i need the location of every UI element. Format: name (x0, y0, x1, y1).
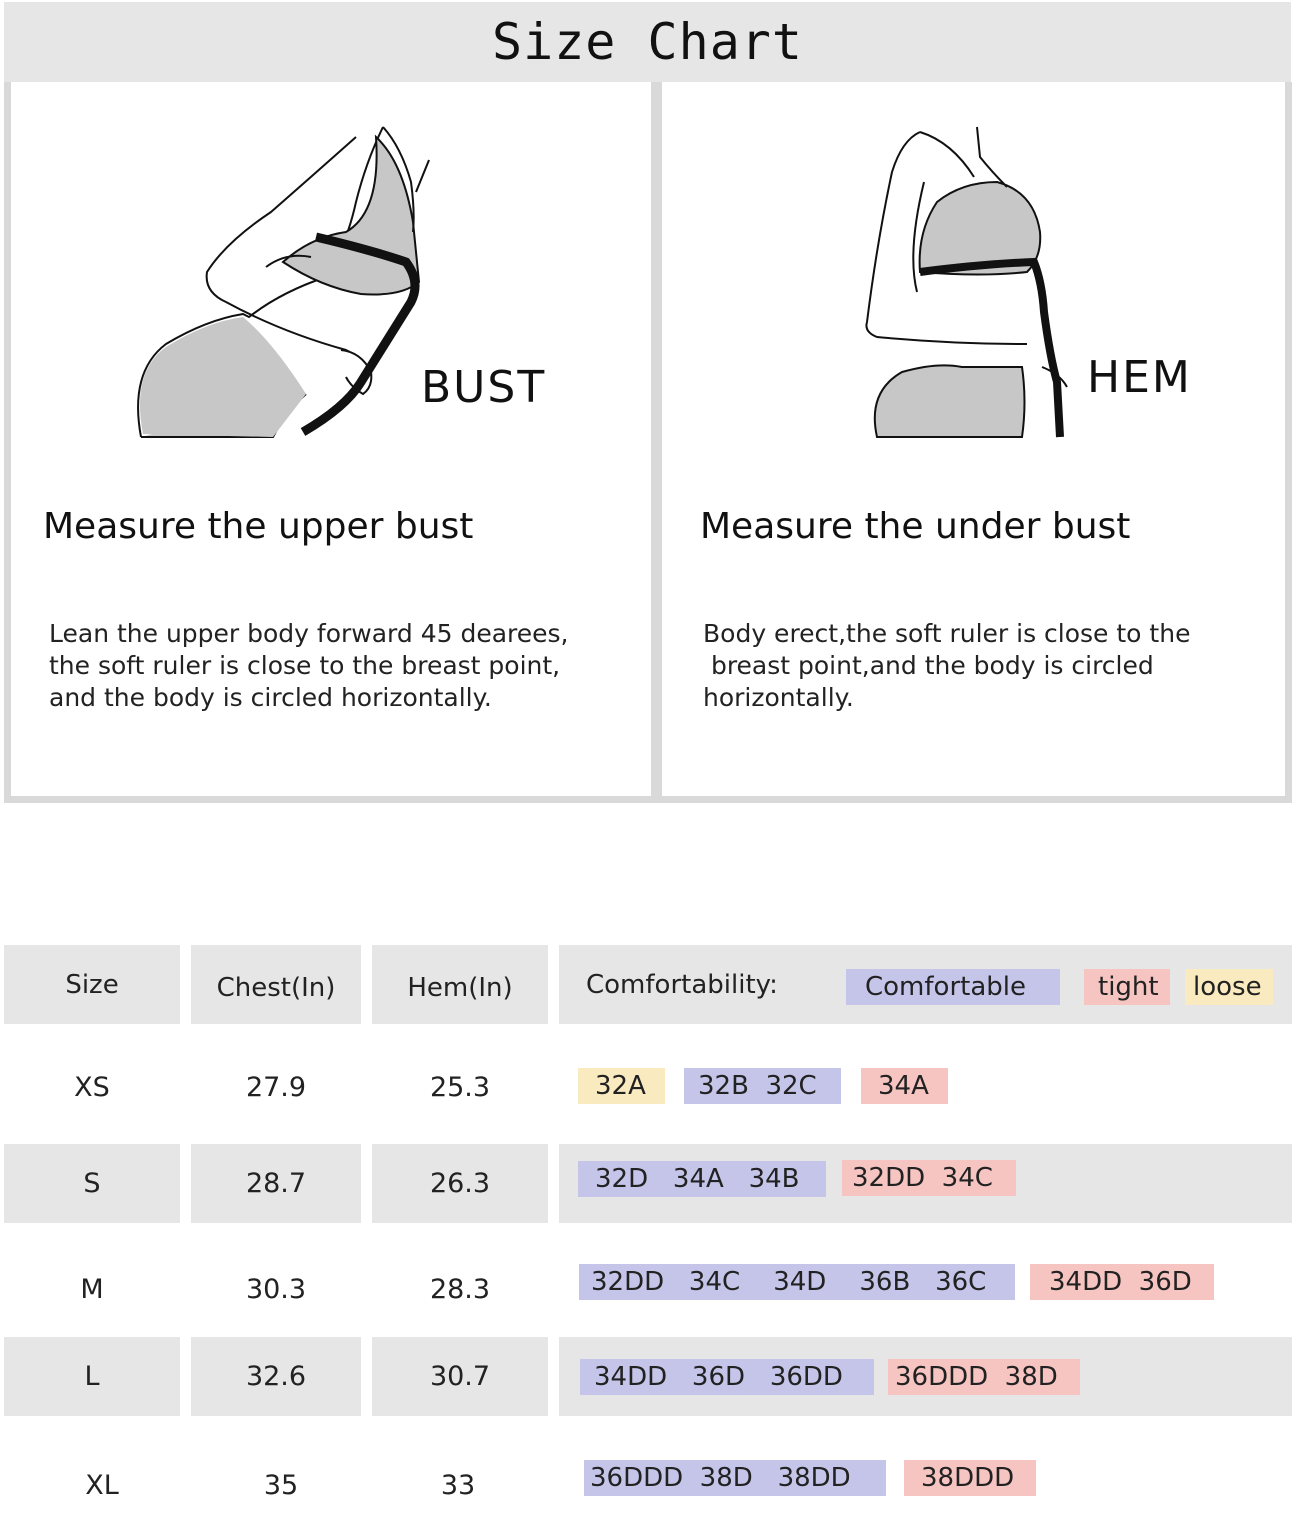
row-xs-loose-sizes: 32A (578, 1068, 665, 1104)
page-title: Size Chart (491, 13, 804, 71)
upper-bust-panel (4, 82, 658, 803)
legend-tight: tight (1084, 969, 1170, 1005)
row-l-chest: 32.6 (191, 1337, 361, 1416)
row-l-size: L (4, 1337, 180, 1416)
legend-loose: loose (1185, 969, 1273, 1005)
row-l-hem: 30.7 (372, 1337, 548, 1416)
upper-bust-heading: Measure the upper bust (43, 506, 474, 547)
row-xl-chest: 35 (263, 1469, 299, 1501)
legend-comfortable: Comfortable (846, 969, 1060, 1005)
leaning-figure-with-tape-icon (11, 82, 651, 462)
row-xl-hem: 33 (440, 1469, 476, 1501)
row-m-comfortable-sizes: 32DD 34C 34D 36B 36C (579, 1264, 1015, 1300)
row-m-chest: 30.3 (245, 1274, 307, 1305)
header-comfortability: Comfortability: (586, 970, 778, 1000)
header-hem: Hem(In) (372, 945, 548, 1024)
under-bust-panel (655, 82, 1292, 803)
header-size: Size (4, 945, 180, 1024)
hem-label: HEM (1087, 352, 1192, 403)
upper-bust-description: Lean the upper body forward 45 dearees, the soft ruler is close to the breast point, and the body is circled horizontally. (49, 619, 569, 712)
row-s-chest: 28.7 (191, 1144, 361, 1223)
row-xs-hem: 25.3 (429, 1072, 491, 1103)
row-m-tight-sizes: 34DD 36D (1030, 1264, 1214, 1300)
row-xs-size: XS (74, 1072, 110, 1103)
row-m-hem: 28.3 (429, 1274, 491, 1305)
row-l-comfortable-sizes: 34DD 36D 36DD (580, 1359, 874, 1395)
under-bust-heading: Measure the under bust (700, 506, 1131, 547)
row-s-comfortable-sizes: 32D 34A 34B (578, 1161, 826, 1197)
row-xs-tight-sizes: 34A (861, 1068, 948, 1104)
row-s-hem: 26.3 (372, 1144, 548, 1223)
row-s-size: S (4, 1144, 180, 1223)
row-l-tight-sizes: 36DDD 38D (888, 1359, 1080, 1395)
title-bar (4, 2, 1291, 82)
row-xs-chest: 27.9 (245, 1072, 307, 1103)
row-xl-tight-sizes: 38DDD (904, 1460, 1036, 1496)
standing-figure-with-tape-icon (662, 82, 1285, 462)
under-bust-description: Body erect,the soft ruler is close to the breast point,and the body is circled horizontally. (703, 619, 1191, 712)
row-s-tight-sizes: 32DD 34C (842, 1160, 1016, 1196)
row-xs-comfortable-sizes: 32B 32C (684, 1068, 841, 1104)
bust-label: BUST (421, 362, 547, 413)
row-xl-size: XL (85, 1469, 119, 1501)
row-m-size: M (80, 1274, 104, 1305)
row-xl-comfortable-sizes: 36DDD 38D 38DD (584, 1460, 886, 1496)
header-chest: Chest(In) (191, 945, 361, 1024)
